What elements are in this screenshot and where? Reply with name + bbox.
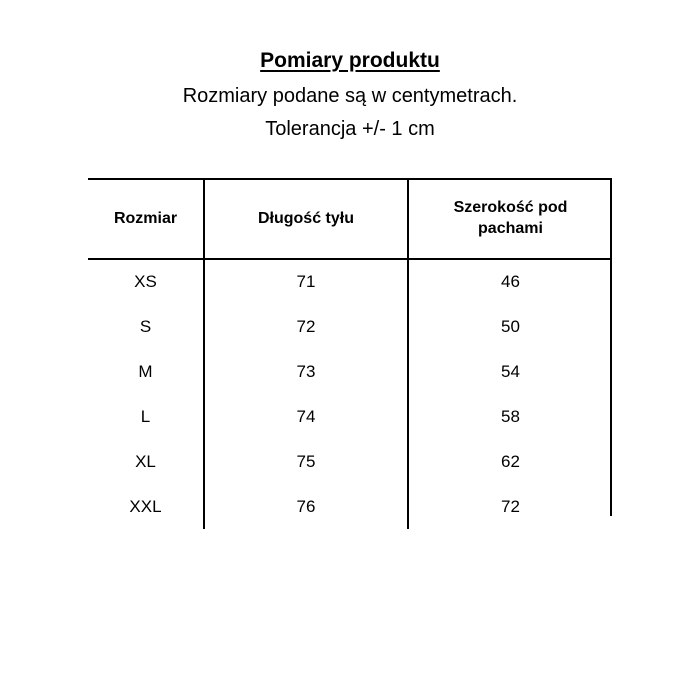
cell-underarm-width: 54 — [408, 349, 612, 394]
subtitle-units: Rozmiary podane są w centymetrach. — [182, 85, 518, 107]
table-row — [88, 349, 612, 394]
table-head — [88, 178, 612, 258]
cell-size: M — [138, 362, 153, 381]
cell-size: XL — [135, 452, 156, 471]
table-row — [88, 484, 612, 529]
table-header-row — [88, 178, 612, 258]
size-table — [88, 178, 612, 529]
table-row — [88, 258, 612, 304]
table-top-rule — [88, 178, 612, 180]
table-header-rule — [88, 258, 612, 260]
document-header — [0, 0, 700, 146]
cell-back-length: 71 — [204, 258, 408, 304]
cell-back-length: 76 — [204, 484, 408, 529]
table-row — [88, 304, 612, 349]
table-row — [88, 439, 612, 484]
page-title: Pomiary produktu — [260, 49, 440, 72]
column-header-underarm-width: Szerokość pod pachami — [408, 178, 612, 258]
cell-back-length: 75 — [204, 439, 408, 484]
column-header-size: Rozmiar — [113, 209, 178, 227]
cell-size: L — [140, 407, 151, 426]
cell-back-length: 72 — [204, 304, 408, 349]
cell-underarm-width: 50 — [408, 304, 612, 349]
column-header-back-length: Długość tyłu — [204, 178, 408, 258]
cell-size: S — [139, 317, 152, 336]
cell-underarm-width: 46 — [408, 258, 612, 304]
cell-size: XXL — [129, 497, 162, 516]
cell-underarm-width: 72 — [408, 484, 612, 529]
cell-back-length: 74 — [204, 394, 408, 439]
cell-size: XS — [134, 271, 157, 291]
cell-underarm-width: 58 — [408, 394, 612, 439]
subtitle-tolerance: Tolerancja +/- 1 cm — [265, 118, 435, 140]
table-right-rule — [610, 178, 612, 516]
table-row — [88, 394, 612, 439]
size-table-wrapper — [88, 178, 612, 516]
cell-underarm-width: 62 — [408, 439, 612, 484]
table-body — [88, 258, 612, 529]
cell-back-length: 73 — [204, 349, 408, 394]
